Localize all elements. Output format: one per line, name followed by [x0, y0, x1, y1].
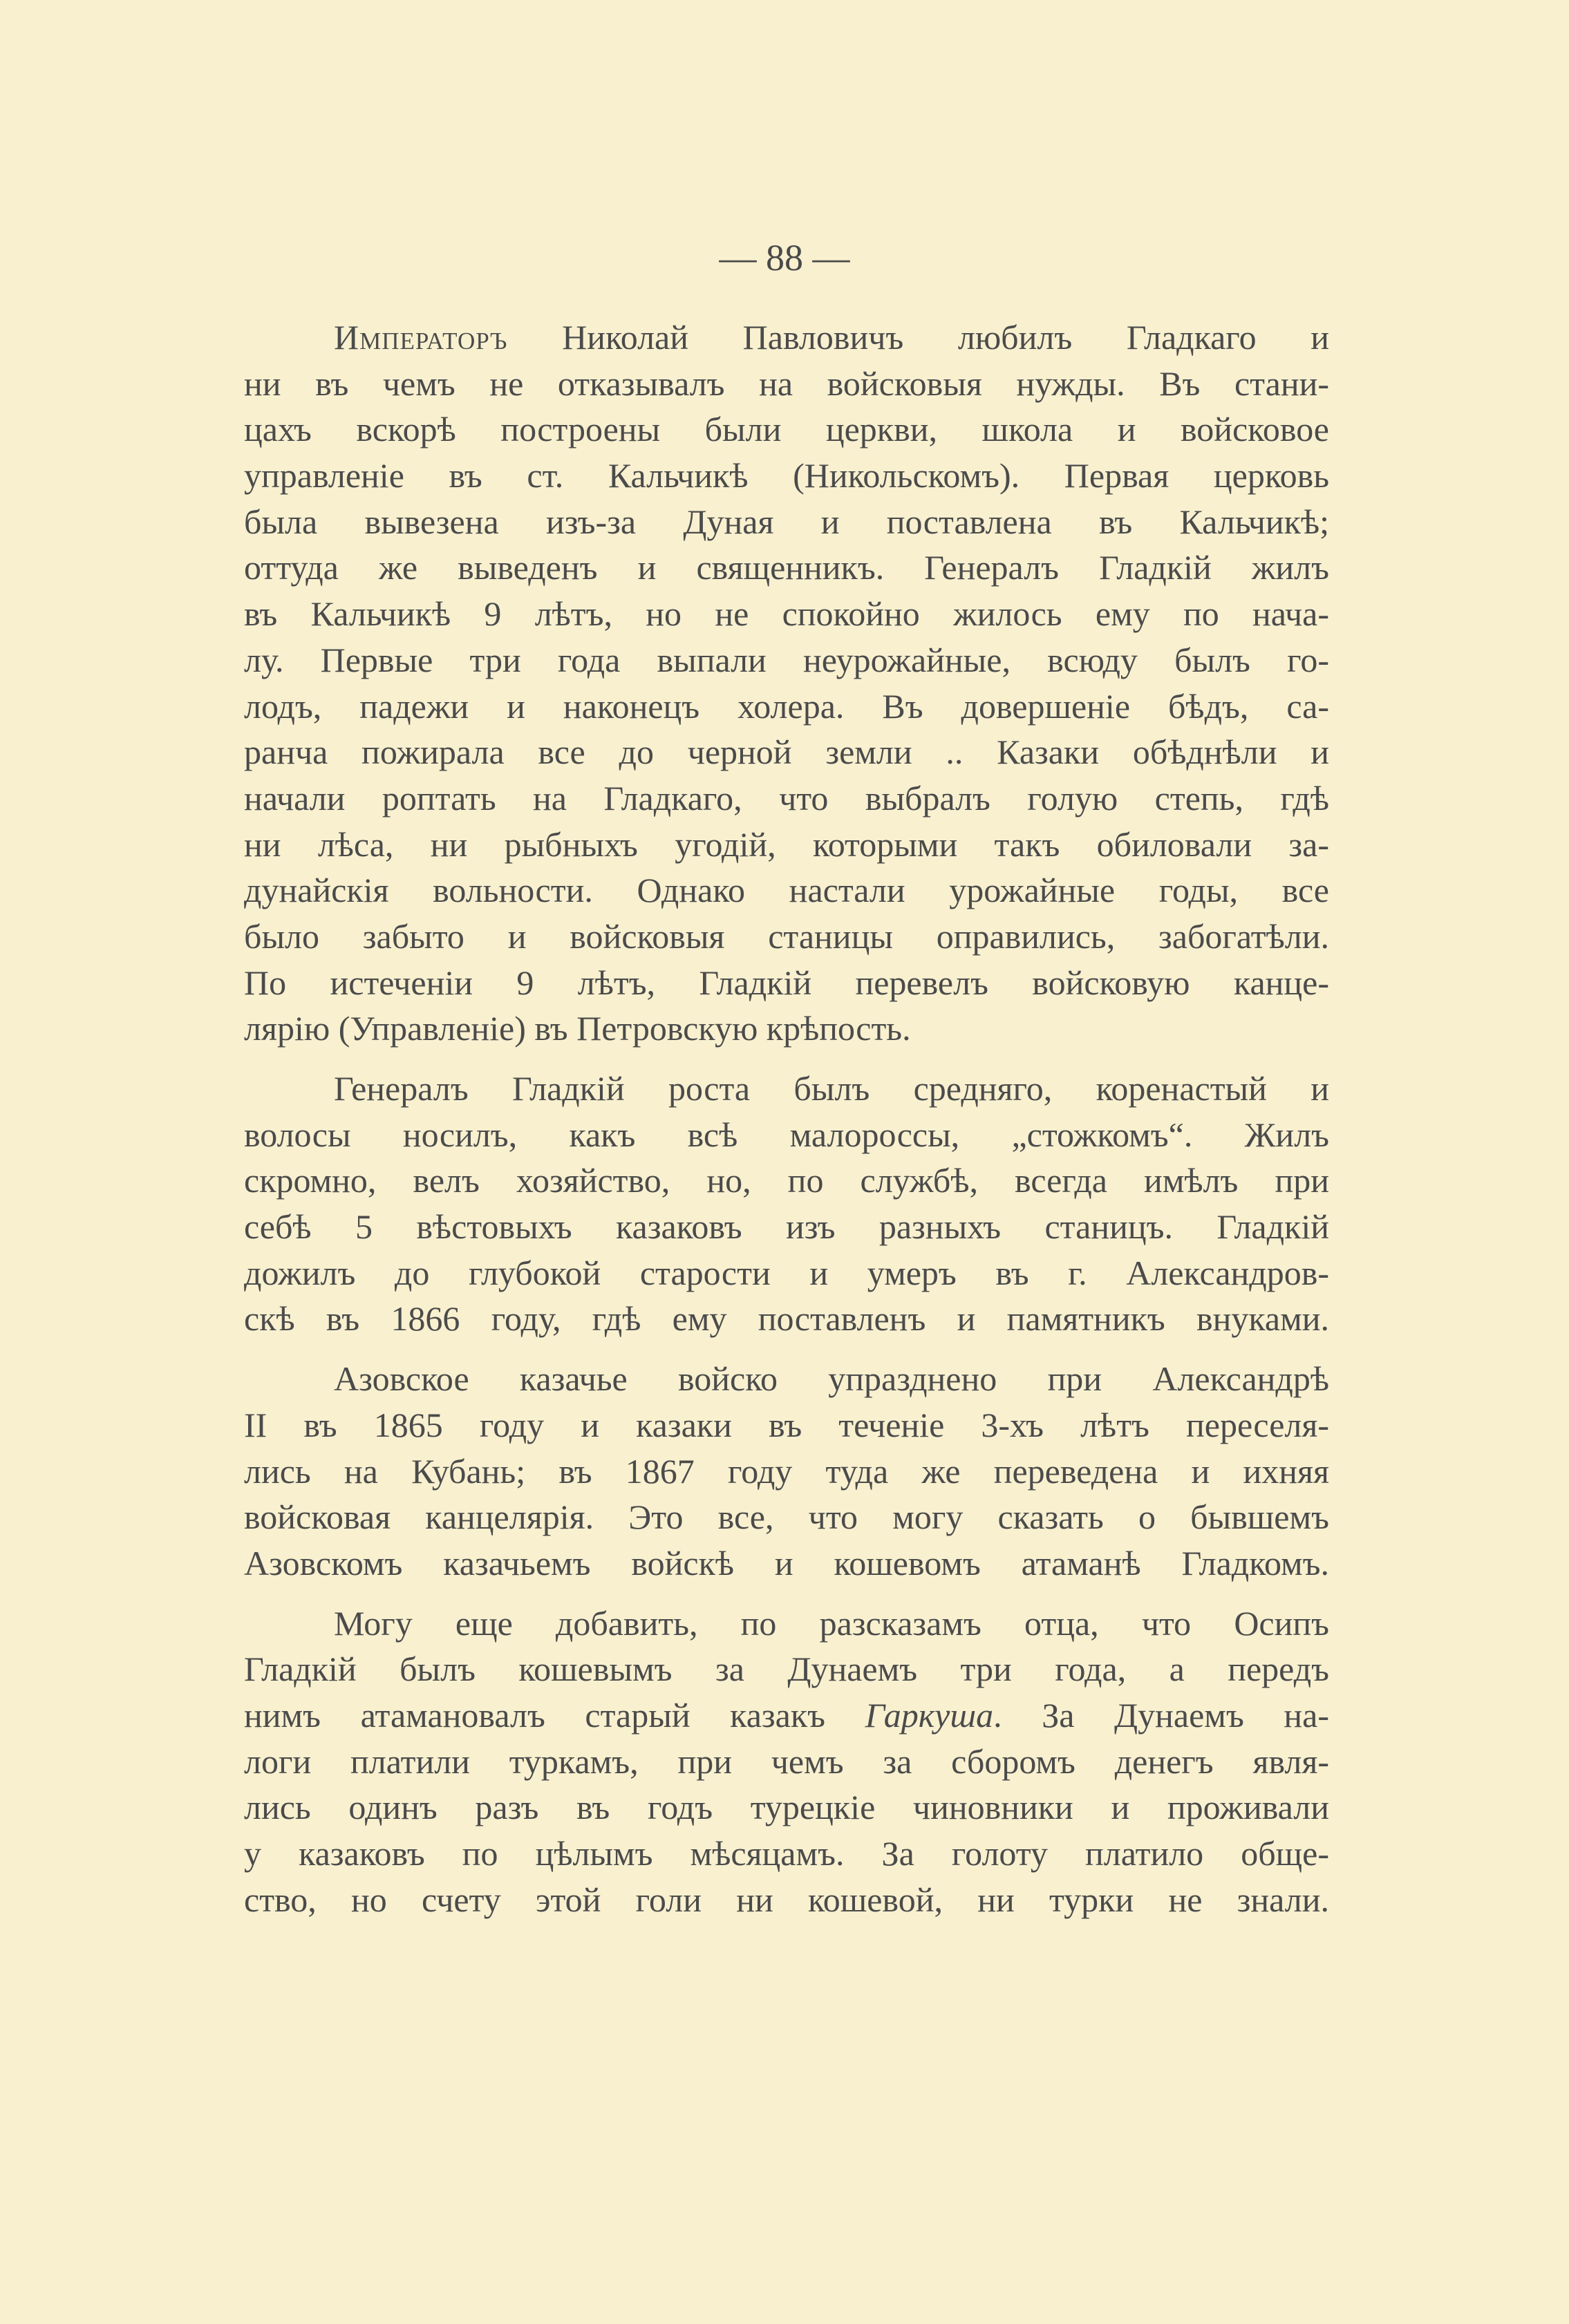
text-line: По истеченіи 9 лѣтъ, Гладкій перевелъ войсковую канце-	[244, 963, 1329, 1002]
text-line: начали роптать на Гладкаго, что выбралъ голую степь, гдѣ	[244, 778, 1329, 818]
text-line: дожилъ до глубокой старости и умеръ въ г. Александров-	[244, 1253, 1329, 1292]
text-line: лись одинъ разъ въ годъ турецкіе чиновники и проживали	[244, 1788, 1329, 1827]
text-line: скѣ въ 1866 году, гдѣ ему поставленъ и памятникъ внуками.	[244, 1299, 1329, 1339]
text-line: Могу еще добавить, по разсказамъ отца, что Осипъ	[334, 1603, 1329, 1643]
text-line: ранча пожирала все до черной земли .. Казаки обѣднѣли и	[244, 733, 1329, 772]
page-number: — 88 —	[719, 237, 850, 278]
small-caps-word: Императоръ	[334, 318, 508, 357]
text-line: ни въ чемъ не отказывалъ на войсковыя нужды. Въ стани-	[244, 363, 1329, 403]
paragraph-4	[244, 1600, 1329, 1923]
text-line: волосы носилъ, какъ всѣ малороссы, „стожкомъ“. Жилъ	[244, 1115, 1329, 1154]
text-line: лу. Первые три года выпали неурожайные, всюду былъ го-	[244, 640, 1329, 679]
text-line: у казаковъ по цѣлымъ мѣсяцамъ. За голоту платило обще-	[244, 1834, 1329, 1873]
text-line: Азовское казачье войско упразднено при Александрѣ	[334, 1359, 1329, 1399]
paragraph-2	[244, 1066, 1329, 1342]
text-line: Генералъ Гладкій роста былъ средняго, коренастый и	[334, 1069, 1329, 1108]
text-line: цахъ вскорѣ построены были церкви, школа и войсковое	[244, 410, 1329, 449]
text-line: II въ 1865 году и казаки въ теченіе 3-хъ лѣтъ переселя-	[244, 1405, 1329, 1444]
text-line: войсковая канцелярія. Это все, что могу сказать о бывшемъ	[244, 1498, 1329, 1537]
text-line: Гладкій былъ кошевымъ за Дунаемъ три года, а передъ	[244, 1650, 1329, 1689]
text-line: оттуда же выведенъ и священникъ. Генералъ Гладкій жилъ	[244, 548, 1329, 587]
text-fragment: нимъ атамановалъ старый казакъ	[244, 1695, 865, 1735]
paragraph-1	[244, 314, 1329, 1052]
text-line: себѣ 5 вѣстовыхъ казаковъ изъ разныхъ станицъ. Гладкій	[244, 1207, 1329, 1247]
text-line: ни лѣса, ни рыбныхъ угодій, которыми такъ обиловали за-	[244, 824, 1329, 864]
text-line: лодъ, падежи и наконецъ холера. Въ довершеніе бѣдъ, са-	[244, 686, 1329, 726]
text-fragment: Николай Павловичъ любилъ Гладкаго и	[507, 318, 1329, 357]
text-line: лись на Кубань; въ 1867 году туда же переведена и ихняя	[244, 1451, 1329, 1491]
text-fragment: . За Дунаемъ на-	[993, 1695, 1329, 1735]
text-line: было забыто и войсковыя станицы оправились, забогатѣли.	[244, 916, 1329, 956]
text-line: логи платили туркамъ, при чемъ за сборомъ денегъ явля-	[244, 1741, 1329, 1781]
text-line: была вывезена изъ-за Дуная и поставлена въ Кальчикѣ;	[244, 502, 1329, 541]
text-line	[244, 1692, 1329, 1739]
text-line: лярію (Управленіе) въ Петровскую крѣпость.	[244, 1009, 911, 1048]
text-line: управленіе въ ст. Кальчикѣ (Никольскомъ). Первая церковь	[244, 456, 1329, 495]
text-line: дунайскія вольности. Однако настали урожайные годы, все	[244, 871, 1329, 910]
text-line	[244, 314, 1329, 361]
text-line: Азовскомъ казачьемъ войскѣ и кошевомъ атаманѣ Гладкомъ.	[244, 1543, 1329, 1583]
text-line: въ Кальчикѣ 9 лѣтъ, но не спокойно жилось ему по нача-	[244, 594, 1329, 634]
text-line: скромно, велъ хозяйство, но, по службѣ, всегда имѣлъ при	[244, 1161, 1329, 1200]
text-line: ство, но счету этой голи ни кошевой, ни турки не знали.	[244, 1880, 1329, 1919]
italic-name: Гаркуша	[865, 1695, 994, 1735]
text-body	[244, 314, 1329, 1936]
paragraph-3	[244, 1356, 1329, 1586]
